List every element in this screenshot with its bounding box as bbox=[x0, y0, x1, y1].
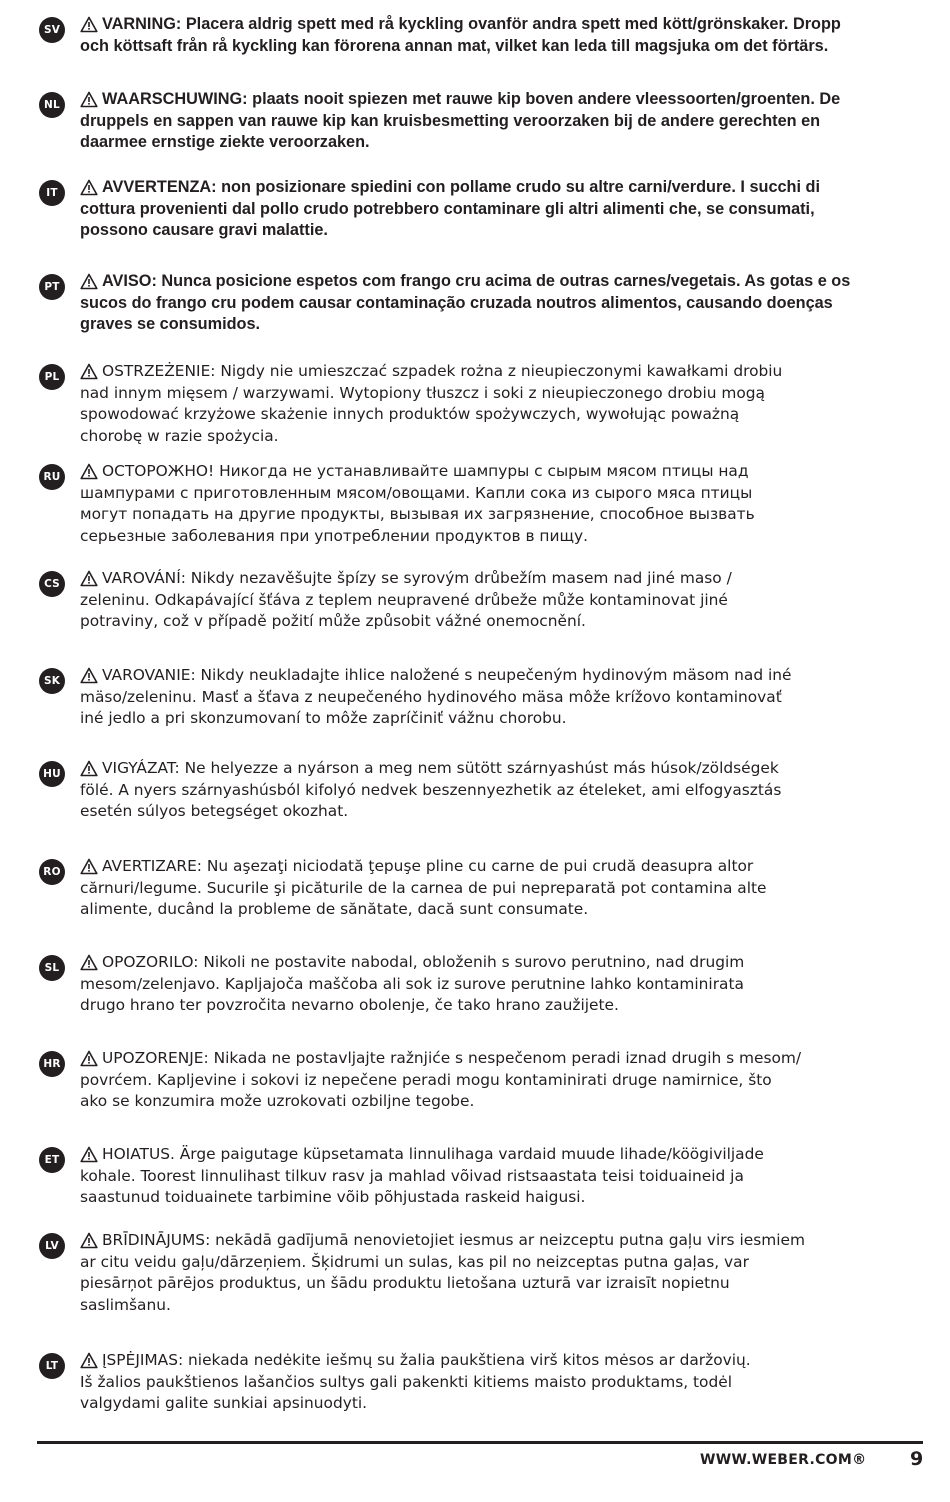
warning-body: VIGYÁZAT: Ne helyezze a nyárson a meg nem sütött szárnyashúst más húsok/zöldségek fölé. A nyers szárnyashúsból kifolyó nedvek beszennyezhetik az ételeket, ami elfogyasztás esetén súlyos betegséget okozhat. bbox=[80, 759, 782, 820]
page-number: 9 bbox=[910, 1448, 924, 1470]
warning-triangle-icon bbox=[80, 1352, 98, 1369]
language-badge: RO bbox=[39, 859, 65, 885]
warning-body: AVISO: Nunca posicione espetos com frango cru acima de outras carnes/vegetais. As gotas e os sucos do frango cru podem causar contaminação cruzada noutros alimentos, causando doenças graves se consumidos. bbox=[80, 272, 851, 333]
language-badge: LV bbox=[39, 1233, 65, 1259]
language-badge: PT bbox=[39, 274, 65, 300]
warning-triangle-icon bbox=[80, 91, 98, 108]
warning-triangle-icon bbox=[80, 1232, 98, 1249]
warning-text bbox=[80, 177, 935, 242]
warning-text bbox=[80, 1048, 935, 1113]
warning-triangle-icon bbox=[80, 570, 98, 587]
language-badge: HR bbox=[39, 1051, 65, 1077]
warning-text bbox=[80, 665, 935, 730]
warning-body: OPOZORILO: Nikoli ne postavite nabodal, obloženih s surovo perutnino, nad drugim mesom/zelenjavo. Kapljajoča maščoba ali sok iz surove perutnine lahko kontaminirata drugo hrano ter povzročita nevarno obolenje, če tako hrano zaužijete. bbox=[80, 953, 745, 1014]
warning-body: ОСТОРОЖНО! Никогда не устанавливайте шампуры с сырым мясом птицы над шампурами с приготовленным мясом/овощами. Капли сока из сырого мяса птицы могут попадать на другие продукты, вызывая их загрязнение, способное вызвать серьезные заболевания при употреблении продуктов в пищу. bbox=[80, 462, 755, 545]
warning-body: OSTRZEŻENIE: Nigdy nie umieszczać szpadek rożna z nieupieczonymi kawałkami drobiu nad innym mięsem / warzywami. Wytopiony tłuszcz i soki z nieupieczonego drobiu mogą spowodować krzyżowe skażenie innych produktów spożywczych, wywołując poważną chorobę w razie spożycia. bbox=[80, 362, 783, 445]
warning-triangle-icon bbox=[80, 363, 98, 380]
warning-body: ĮSPĖJIMAS: niekada nedėkite iešmų su žalia paukštiena virš kitos mėsos ar daržovių. Iš žalios paukštienos lašančios sultys gali pakenkti kitiems maisto produktams, todėl valgydami galite sunkiai apsinuodyti. bbox=[80, 1351, 751, 1412]
language-badge: CS bbox=[39, 571, 65, 597]
language-badge: PL bbox=[39, 364, 65, 390]
warning-body: VARNING: Placera aldrig spett med rå kyckling ovanför andra spett med kött/grönskaker. Dropp och köttsaft från rå kyckling kan förorena annan mat, vilket kan leda till magsjuka om det förtärs. bbox=[80, 15, 841, 55]
warning-body: UPOZORENJE: Nikada ne postavljajte ražnjiće s nespečenom peradi iznad drugih s mesom/ povrćem. Kapljevine i sokovi iz nepečene peradi mogu kontaminirati druge namirnice, što ako se konzumira može uzrokovati ozbiljne tegobe. bbox=[80, 1049, 802, 1110]
warning-triangle-icon bbox=[80, 16, 98, 33]
warning-body: WAARSCHUWING: plaats nooit spiezen met rauwe kip boven andere vleessoorten/groenten. De druppels en sappen van rauwe kip kan kruisbesmetting veroorzaken bij de andere gerechten en daarmee ernstige ziekte veroorzaken. bbox=[80, 90, 841, 151]
language-badge: IT bbox=[39, 180, 65, 206]
warning-text bbox=[80, 89, 935, 154]
language-badge: SV bbox=[39, 17, 65, 43]
warning-triangle-icon bbox=[80, 179, 98, 196]
warning-text bbox=[80, 361, 935, 447]
warning-triangle-icon bbox=[80, 667, 98, 684]
language-badge: SK bbox=[39, 668, 65, 694]
warning-text bbox=[80, 952, 935, 1017]
warning-text bbox=[80, 1350, 935, 1415]
language-badge: LT bbox=[39, 1353, 65, 1379]
warning-triangle-icon bbox=[80, 760, 98, 777]
warning-text bbox=[80, 1230, 935, 1316]
warning-triangle-icon bbox=[80, 1050, 98, 1067]
footer-url[interactable]: WWW.WEBER.COM® bbox=[700, 1452, 867, 1468]
warning-body: BRĪDINĀJUMS: nekādā gadījumā nenovietojiet iesmus ar neizceptu putna gaļu virs iesmiem ar citu veidu gaļu/dārzeņiem. Šķidrumi un sulas, kas pil no neizceptas putna gaļas, var piesārņot pārējos produktus, un šādu produktu lietošana uzturā var izraisīt nopietnu saslimšanu. bbox=[80, 1231, 805, 1314]
warning-text bbox=[80, 14, 935, 57]
warning-body: VAROVÁNÍ: Nikdy nezavěšujte špízy se syrovým drůbežím masem nad jiné maso / zeleninu. Odkapávající šťáva z teplem neupravené drůbeže může kontaminovat jiné potraviny, což v případě požití může způsobit vážné onemocnění. bbox=[80, 569, 732, 630]
warning-body: AVVERTENZA: non posizionare spiedini con pollame crudo su altre carni/verdure. I succhi di cottura provenienti dal pollo crudo potrebbero contaminare gli altri alimenti che, se consumati, possono causare gravi malattie. bbox=[80, 178, 821, 239]
language-badge: RU bbox=[39, 464, 65, 490]
warning-text bbox=[80, 271, 935, 336]
warning-text bbox=[80, 758, 935, 823]
warning-text bbox=[80, 461, 935, 547]
warning-triangle-icon bbox=[80, 858, 98, 875]
language-badge: HU bbox=[39, 761, 65, 787]
warning-text bbox=[80, 856, 935, 921]
warning-body: HOIATUS. Ärge paigutage küpsetamata linnulihaga vardaid muude lihade/köögiviljade kohale. Toorest linnulihast tilkuv rasv ja mahlad võivad ristsaastata teisi toiduaineid ja saastunud toiduainete tarbimine võib põhjustada raskeid haigusi. bbox=[80, 1145, 764, 1206]
warning-body: VAROVANIE: Nikdy neukladajte ihlice naložené s neupečeným hydinovým mäsom nad iné mäso/zeleninu. Masť a šťava z neupečeného hydinového mäsa môže krížovo kontaminovať iné jedlo a pri skonzumovaní to môže zapríčiniť vážnu chorobu. bbox=[80, 666, 792, 727]
footer-divider bbox=[37, 1441, 923, 1444]
language-badge: ET bbox=[39, 1147, 65, 1173]
warning-triangle-icon bbox=[80, 463, 98, 480]
warning-triangle-icon bbox=[80, 273, 98, 290]
warning-text bbox=[80, 568, 935, 633]
warning-body: AVERTIZARE: Nu aşezaţi niciodată ţepuşe pline cu carne de pui crudă deasupra altor cărnuri/legume. Sucurile şi picăturile de la carnea de pui nepreparată pot contamina alte alimente, ducând la probleme de sănătate, dacă sunt consumate. bbox=[80, 857, 767, 918]
warning-text bbox=[80, 1144, 935, 1209]
language-badge: SL bbox=[39, 955, 65, 981]
warning-triangle-icon bbox=[80, 1146, 98, 1163]
language-badge: NL bbox=[39, 92, 65, 118]
warning-triangle-icon bbox=[80, 954, 98, 971]
